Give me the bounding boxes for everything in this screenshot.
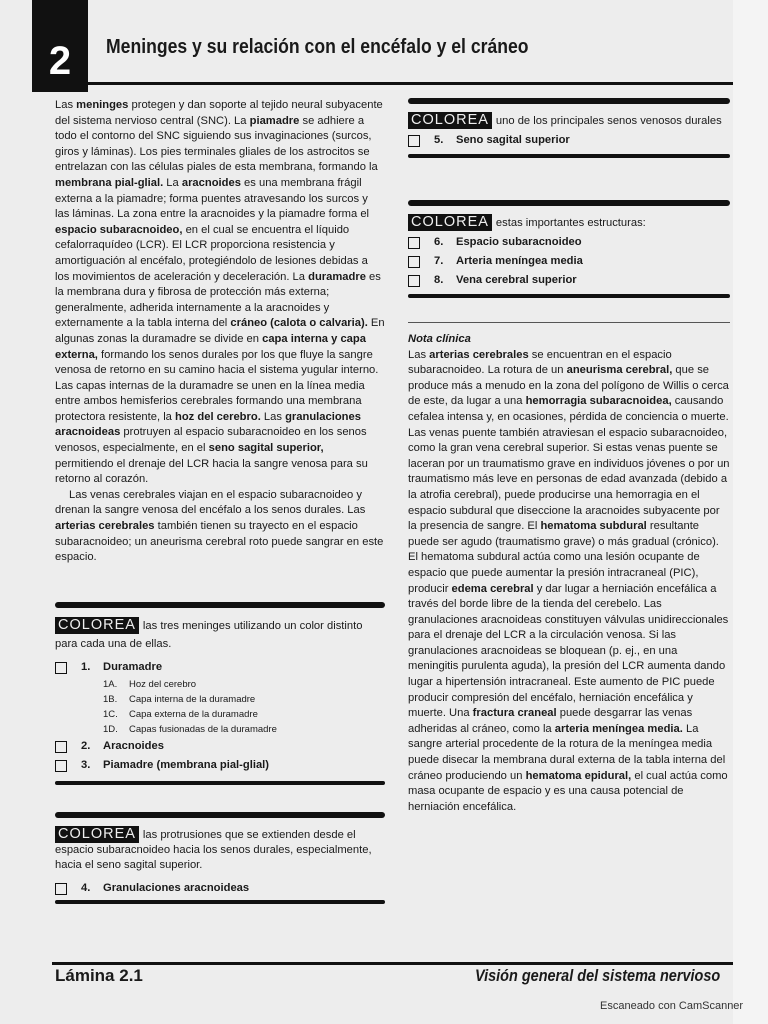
box-instruction: las protrusiones que se extienden desde el espacio subaracnoideo hacia los senos durales, especialmente, hacia el seno sagital superior.: [55, 829, 372, 871]
checkbox[interactable]: [55, 883, 67, 895]
checkbox[interactable]: [408, 135, 420, 147]
box-bottom-rule: [55, 781, 385, 785]
checklist-item[interactable]: 5. Seno sagital superior: [408, 131, 730, 150]
clinical-note-title: Nota clínica: [408, 333, 471, 345]
clinical-note-body: Las arterias cerebrales se encuentran en el espacio subaracnoideo. La rotura de un aneurisma cerebral, que se produce más a menudo en la zona del polígono de Willis o cerca de este, da lugar a una hemorragia subaracnoidea, causando cefalea intensa y, en ocasiones, pérdida de conciencia o muerte. Las venas puente también atraviesan el espacio subaracnoideo, como la gran vena cerebral superior. Si estas venas puente se laceran por un traumatismo grave en individuos jóvenes o por un traumatismo más leve en personas de edad avanzada (debido a la atrofia cerebral), puede producirse una hemorragia en el espacio subdural que diseccione la aracnoides subyacente por la presencia de sangre. El hematoma subdural resultante puede ser agudo (traumatismo grave) o más gradual (crónico). El hematoma subdural actúa como una lesión ocupante de espacio que puede aumentar la presión intracraneal (PIC), producir edema cerebral y dar lugar a herniación encefálica a través del borde libre de la tienda del cerebelo. Las granulaciones aracnoideas constituyen válvulas unidireccionales para el drenaje del LCR a la circulación venosa. Si las granulaciones aracnoideas se bloquean (p. ej., en una meningitis purulenta aguda), la presión del LCR aumenta dando lugar a hipertensión intracraneal. Este aumento de PIC puede producir compresión del encéfalo, herniación encefálica y muerte. Una fractura craneal puede desgarrar las venas adheridas al cráneo, como la arteria meníngea media. La sangre arterial procedente de la rotura de la meníngea media puede disecar la membrana dural externa de la tabla interna del cráneo produciendo un hematoma epidural, el cual actúa como masa ocupante de espacio y es una causa potencial de herniación encefálica.: [408, 348, 730, 813]
box-top-rule: [55, 602, 385, 608]
box-top-rule: [408, 200, 730, 206]
checklist: [55, 658, 385, 775]
colorea-box-seno: [408, 98, 730, 158]
checklist: [55, 879, 385, 898]
intro-text: [55, 98, 385, 566]
page-edge: [733, 0, 768, 1024]
box-bottom-rule: [55, 900, 385, 904]
colorea-label: COLOREA: [408, 214, 492, 231]
checkbox[interactable]: [408, 275, 420, 287]
box-bottom-rule: [408, 154, 730, 158]
box-instruction: uno de los principales senos venosos durales: [495, 115, 722, 127]
box-instruction: las tres meninges utilizando un color distinto para cada una de ellas.: [55, 620, 363, 650]
box-top-rule: [408, 98, 730, 104]
checklist-item[interactable]: 7. Arteria meníngea media: [408, 252, 730, 271]
intro-paragraph-1: Las meninges protegen y dan soporte al tejido neural subyacente del sistema nervioso central (SNC). La piamadre se adhiere a todo el contorno del SNC siguiendo sus invaginaciones (surcos, giros y láminas). Los pies terminales gliales de los astrocitos se entrelazan con las células piales de esta membrana, formando la membrana pial-glial. La aracnoides es una membrana frágil externa a la piamadre; forma puentes atravesando los surcos y las láminas. La zona entre la aracnoides y la piamadre forma el espacio subaracnoideo, en el cual se encuentra el líquido cefalorraquídeo (LCR). El LCR proporciona resistencia y amortiguación al encéfalo, protegiéndolo de lesiones debidas a los movimientos de aceleración y deceleración. La duramadre es la membrana dura y fibrosa de protección más externa; generalmente, adherida internamente a la aracnoides y externamente a la tabla interna del cráneo (calota o calvaria). En algunas zonas la duramadre se divide en capa interna y capa externa, formando los senos durales por los que fluye la sangre venosa de retorno en su camino hacia el sistema yugular interno. Las capas internas de la duramadre se unen en la línea media entre ambos hemisferios cerebrales formando una membrana protectora resistente, la hoz del cerebro. Las granulaciones aracnoideas protruyen al espacio subaracnoideo en los senos venosos, especialmente, en el seno sagital superior, permitiendo el drenaje del LCR hacia la sangre venosa para su retorno al corazón.: [55, 99, 385, 486]
box-top-rule: [55, 812, 385, 818]
intro-paragraph-2: Las venas cerebrales viajan en el espacio subaracnoideo y drenan la sangre venosa del encéfalo a los senos durales. Las arterias cerebrales también tienen su trayecto en el espacio subaracnoideo; un aneurisma cerebral roto puede sangrar en este espacio.: [55, 488, 384, 564]
section-title: Visión general del sistema nervioso: [475, 966, 721, 985]
box-instruction: estas importantes estructuras:: [495, 217, 646, 229]
page-title: Meninges y su relación con el encéfalo y el cráneo: [106, 36, 529, 58]
title-rule: [88, 82, 733, 85]
box-bottom-rule: [408, 294, 730, 298]
checklist-item[interactable]: 1. Duramadre: [55, 658, 385, 677]
checklist-item[interactable]: 8. Vena cerebral superior: [408, 271, 730, 290]
footer-rule: [52, 962, 733, 965]
checklist-item[interactable]: 6. Espacio subaracnoideo: [408, 233, 730, 252]
checklist-item[interactable]: 2. Aracnoides: [55, 737, 385, 756]
subitem: 1D. Capas fusionadas de la duramadre: [103, 724, 277, 735]
nota-divider: [408, 322, 730, 323]
checkbox[interactable]: [55, 760, 67, 772]
colorea-label: COLOREA: [55, 826, 139, 843]
colorea-box-granulaciones: [55, 812, 385, 904]
colorea-label: COLOREA: [55, 617, 139, 634]
colorea-box-meninges: [55, 602, 385, 785]
checklist: [408, 233, 730, 290]
clinical-note: [408, 332, 730, 815]
checkbox[interactable]: [408, 256, 420, 268]
checkbox[interactable]: [55, 662, 67, 674]
checklist: [408, 131, 730, 150]
checkbox[interactable]: [55, 741, 67, 753]
plate-number: Lámina 2.1: [55, 966, 143, 985]
colorea-box-estructuras: [408, 200, 730, 298]
colorea-label: COLOREA: [408, 112, 492, 129]
chapter-number: 2: [32, 0, 88, 92]
checklist-item[interactable]: 3. Piamadre (membrana pial-glial): [55, 756, 385, 775]
scanner-watermark: Escaneado con CamScanner: [600, 1000, 744, 1012]
subitem: 1C. Capa externa de la duramadre: [103, 709, 258, 720]
subitem: 1B. Capa interna de la duramadre: [103, 694, 256, 705]
checklist-item[interactable]: 4. Granulaciones aracnoideas: [55, 879, 385, 898]
subitem: 1A. Hoz del cerebro: [103, 679, 197, 690]
checkbox[interactable]: [408, 237, 420, 249]
